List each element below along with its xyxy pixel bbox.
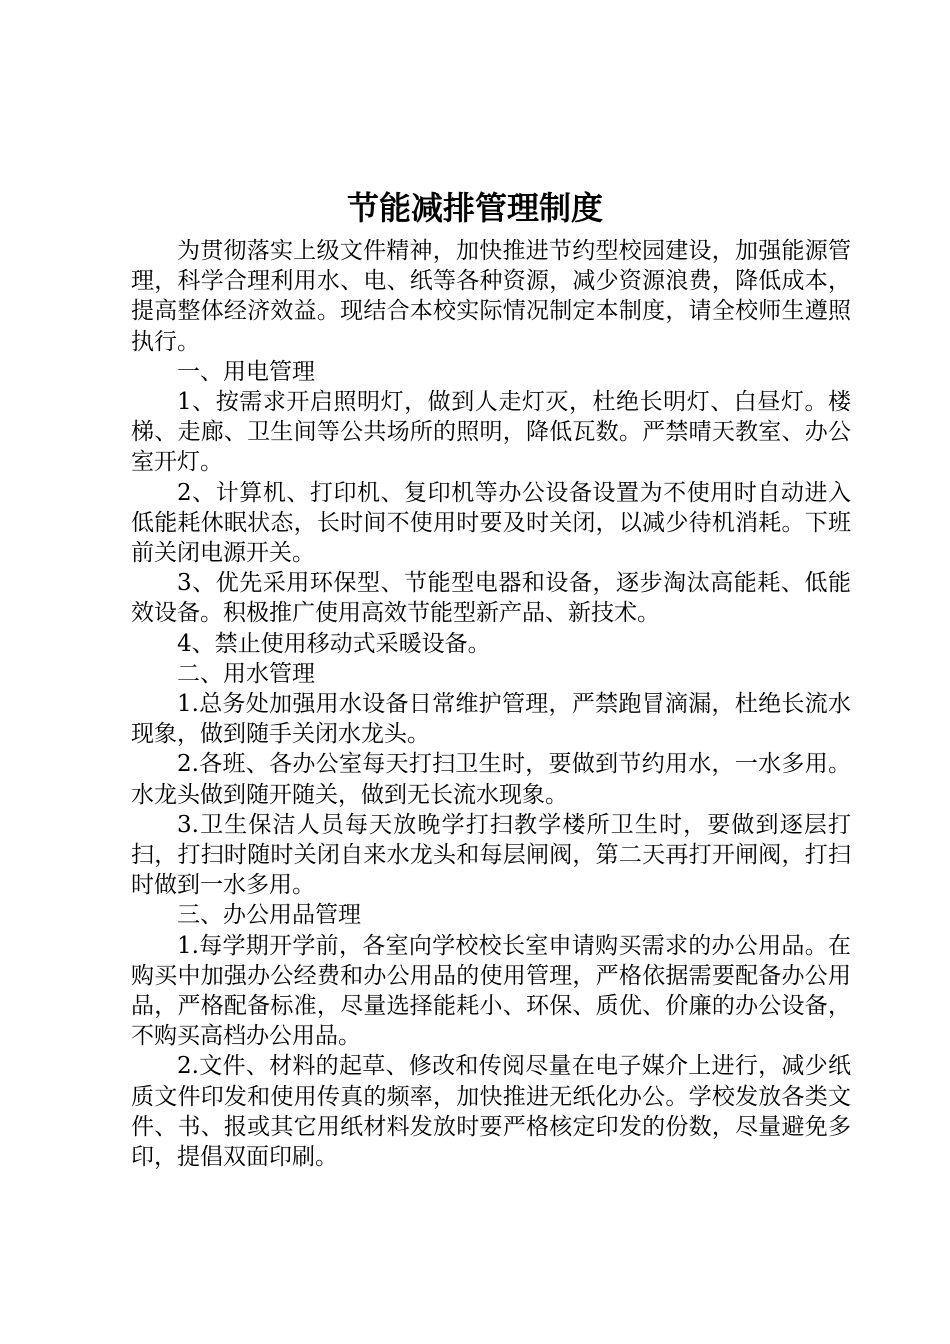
water-item-1: 1.总务处加强用水设备日常维护管理，严禁跑冒滴漏，杜绝长流水现象，做到随手关闭水龙头。: [131, 691, 851, 748]
office-supplies-item-1: 1.每学期开学前，各室向学校校长室申请购买需求的办公用品。在购买中加强办公经费和办公用品的使用管理，严格依据需要配备办公用品，严格配备标准，尽量选择能耗小、环保、质优、价廉的办公设备，不购买高档办公用品。: [131, 932, 851, 1050]
office-supplies-item-2: 2.文件、材料的起草、修改和传阅尽量在电子媒介上进行，减少纸质文件印发和使用传真的频率，加快推进无纸化办公。学校发放各类文件、书、报或其它用纸材料发放时要严格核定印发的份数，尽量避免多印，提倡双面印刷。: [131, 1053, 851, 1171]
intro-paragraph: 为贯彻落实上级文件精神，加快推进节约型校园建设，加强能源管理，科学合理利用水、电、纸等各种资源，减少资源浪费，降低成本，提高整体经济效益。现结合本校实际情况制定本制度，请全校师生遵照执行。: [131, 238, 851, 355]
section-heading-electricity: 一、用电管理: [177, 358, 315, 385]
electricity-item-3: 3、优先采用环保型、节能型电器和设备，逐步淘汰高能耗、低能效设备。积极推广使用高效节能型新产品、新技术。: [131, 570, 851, 627]
water-item-2: 2.各班、各办公室每天打扫卫生时，要做到节约用水，一水多用。水龙头做到随开随关，做到无长流水现象。: [131, 751, 851, 808]
document-body: [131, 236, 851, 1172]
water-item-3: 3.卫生保洁人员每天放晚学打扫教学楼所卫生时，要做到逐层打扫，打扫时随时关闭自来水龙头和每层闸阀，第二天再打开闸阀，打扫时做到一水多用。: [131, 811, 851, 899]
section-heading-office-supplies: 三、办公用品管理: [177, 902, 361, 929]
electricity-item-2: 2、计算机、打印机、复印机等办公设备设置为不使用时自动进入低能耗休眠状态，长时间不使用时要及时关闭，以减少待机消耗。下班前关闭电源开关。: [131, 479, 851, 567]
electricity-item-4: 4、禁止使用移动式采暖设备。: [177, 630, 491, 657]
section-heading-water: 二、用水管理: [177, 660, 315, 687]
electricity-item-1: 1、按需求开启照明灯，做到人走灯灭，杜绝长明灯、白昼灯。楼梯、走廊、卫生间等公共场所的照明，降低瓦数。严禁晴天教室、办公室开灯。: [131, 389, 851, 476]
document-title: 节能减排管理制度: [346, 189, 603, 227]
